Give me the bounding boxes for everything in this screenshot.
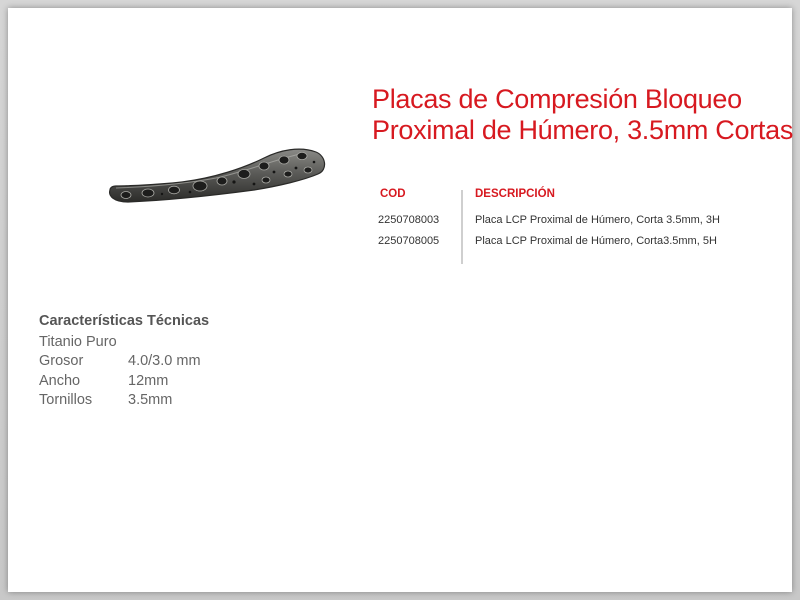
spec-value: 3.5mm [128,392,173,408]
table-row [374,214,794,232]
spec-value: 12mm [128,372,169,389]
specs-heading: Características Técnicas [39,313,210,329]
technical-specs [39,312,209,411]
specs-material: Titanio Puro [39,333,117,350]
spec-value: 4.0/3.0 mm [128,353,201,369]
row-description: Placa LCP Proximal de Húmero, Corta3.5mm, 5H [475,235,717,247]
spec-row-thickness [39,352,209,372]
row-code: 2250708005 [378,235,440,247]
product-title-line1: Placas de Compresión Bloqueo [372,84,742,114]
column-header-code: COD [380,188,406,200]
row-description: Placa LCP Proximal de Húmero, Corta 3.5mm, 3H [475,214,720,226]
spec-row-screws [39,391,209,411]
product-title-line2: Proximal de Húmero, 3.5mm Cortas [372,115,794,145]
spec-label: Ancho [39,372,81,389]
product-title [372,84,792,146]
bone-plate-image [104,144,334,220]
spec-row-width [39,372,209,392]
row-code: 2250708003 [378,214,440,226]
column-header-description: DESCRIPCIÓN [475,188,555,200]
spec-label: Tornillos [39,392,93,408]
spec-label: Grosor [39,353,84,369]
product-sheet [8,8,792,592]
table-row [374,235,794,253]
